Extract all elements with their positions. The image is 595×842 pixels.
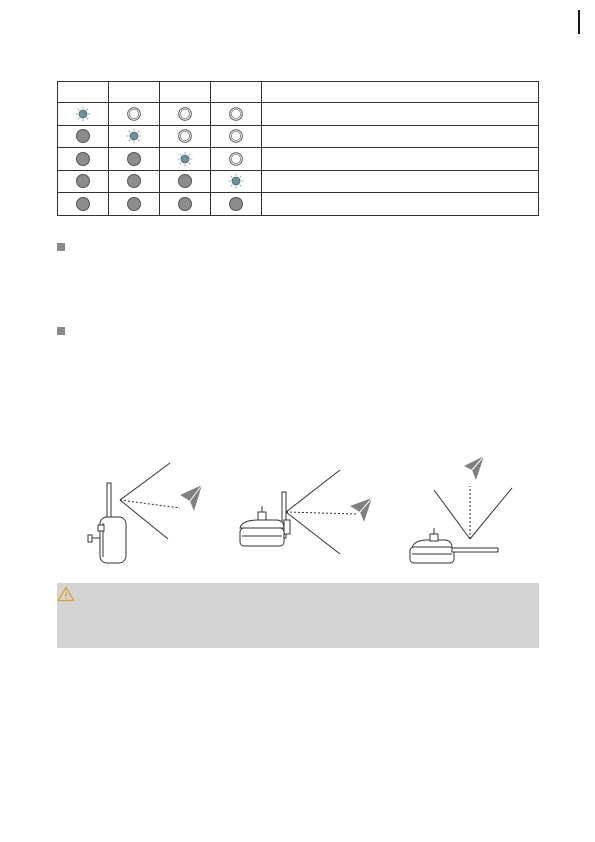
warning-triangle-icon (57, 586, 75, 602)
led-cell (211, 170, 262, 193)
led-description-cell (262, 148, 539, 171)
page-edge-mark (578, 10, 580, 34)
table-row (58, 148, 539, 171)
header-cell (211, 82, 262, 103)
led-blinking-icon (126, 128, 142, 144)
led-cell (160, 193, 211, 216)
warning-box (57, 583, 539, 648)
header-cell (109, 82, 160, 103)
led-blinking-icon (75, 106, 91, 122)
led-cell (160, 125, 211, 148)
square-bullet-icon (57, 243, 65, 251)
header-cell (58, 82, 109, 103)
header-cell (160, 82, 211, 103)
led-on-icon (228, 196, 244, 212)
table-header-row (58, 82, 539, 103)
led-cell (109, 170, 160, 193)
led-on-icon (126, 151, 142, 167)
led-cell (109, 148, 160, 171)
led-cell (211, 103, 262, 126)
led-cell (211, 148, 262, 171)
led-cell (109, 125, 160, 148)
led-off-icon (177, 106, 193, 122)
led-on-icon (177, 196, 193, 212)
led-cell (211, 125, 262, 148)
antenna-orientation-figure-2 (236, 468, 386, 558)
led-off-icon (228, 128, 244, 144)
led-on-icon (75, 151, 91, 167)
led-off-icon (126, 106, 142, 122)
led-cell (160, 148, 211, 171)
paper-plane-icon (350, 498, 372, 522)
led-cell (58, 148, 109, 171)
paper-plane-icon (464, 456, 484, 480)
antenna-orientation-figure-3 (404, 452, 524, 567)
led-cell (109, 103, 160, 126)
led-on-icon (177, 173, 193, 189)
led-cell (58, 125, 109, 148)
table-row (58, 193, 539, 216)
led-on-icon (126, 196, 142, 212)
header-cell (262, 82, 539, 103)
square-bullet-icon (57, 327, 65, 335)
led-description-cell (262, 170, 539, 193)
led-cell (58, 103, 109, 126)
led-cell (58, 170, 109, 193)
led-on-icon (75, 173, 91, 189)
paper-plane-icon (180, 485, 202, 511)
led-cell (58, 193, 109, 216)
table-row (58, 170, 539, 193)
led-on-icon (75, 196, 91, 212)
led-cell (211, 193, 262, 216)
antenna-orientation-figure-1 (80, 455, 220, 567)
table-row (58, 103, 539, 126)
led-on-icon (75, 128, 91, 144)
led-status-table (57, 81, 539, 216)
table-row (58, 125, 539, 148)
led-off-icon (228, 106, 244, 122)
led-description-cell (262, 193, 539, 216)
led-off-icon (177, 128, 193, 144)
led-blinking-icon (228, 173, 244, 189)
led-blinking-icon (177, 151, 193, 167)
led-cell (160, 103, 211, 126)
led-cell (160, 170, 211, 193)
led-description-cell (262, 125, 539, 148)
led-on-icon (126, 173, 142, 189)
led-description-cell (262, 103, 539, 126)
led-cell (109, 193, 160, 216)
led-off-icon (228, 151, 244, 167)
